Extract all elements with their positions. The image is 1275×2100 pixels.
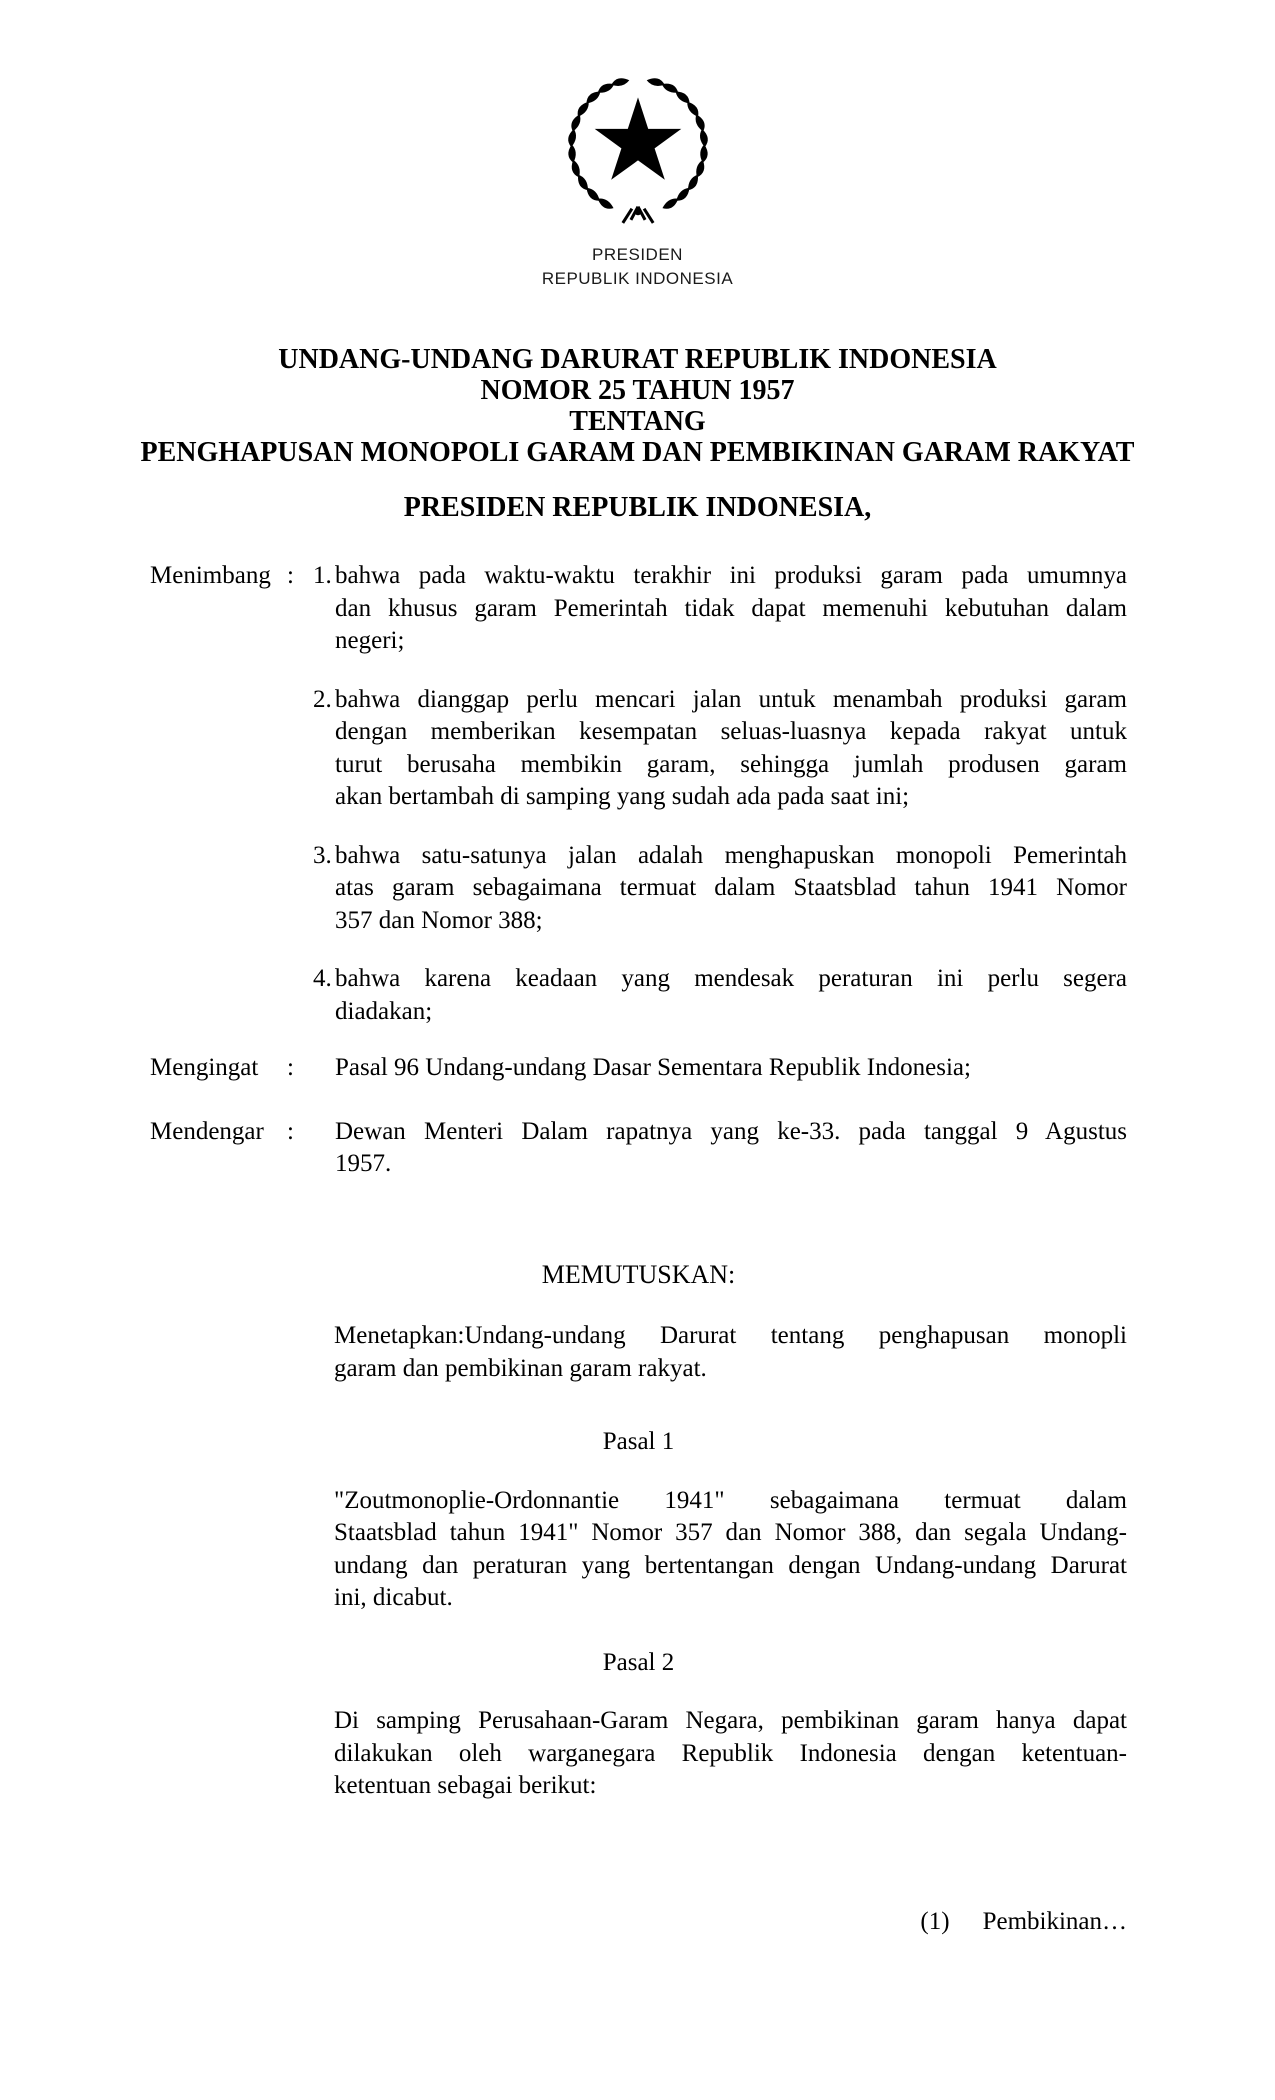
text-line: undang dan peraturan yang bertentangan dengan Undang-undang Darurat	[334, 1551, 1127, 1579]
text-line: 357 dan Nomor 388;	[335, 906, 543, 934]
item-text	[335, 1052, 1127, 1085]
consideration-item	[313, 1116, 1127, 1181]
text-line: NOMOR 25 TAHUN 1957	[480, 375, 795, 406]
article-paragraph	[334, 1485, 1127, 1615]
consideration-label: Menimbang	[150, 562, 271, 589]
consideration-item	[313, 560, 1127, 658]
text-line: bahwa satu-satunya jalan adalah menghapuskan monopoli Pemerintah	[335, 841, 1127, 869]
consideration-label: Mengingat	[150, 1054, 259, 1081]
consideration-row-mendengar	[150, 1116, 1127, 1181]
text-line: dan khusus garam Pemerintah tidak dapat memenuhi kebutuhan dalam	[335, 594, 1127, 622]
text-line: Dewan Menteri Dalam rapatnya yang ke-33. pada tanggal 9 Agustus	[335, 1117, 1127, 1145]
consideration-item	[313, 1052, 1127, 1085]
text-line: Staatsblad tahun 1941" Nomor 357 dan Nomor 388, dan segala Undang-	[334, 1519, 1127, 1546]
text-line: akan bertambah di samping yang sudah ada pada saat ini;	[335, 783, 910, 810]
consideration-content	[313, 1052, 1127, 1085]
text-line: dengan memberikan kesempatan seluas-luasnya kepada rakyat untuk	[335, 718, 1127, 745]
text-line: ketentuan sebagai berikut:	[334, 1772, 597, 1799]
star-wreath-emblem	[552, 60, 724, 232]
enacting-clause	[334, 1320, 1127, 1385]
consideration-colon: :	[287, 562, 294, 589]
text-line: bahwa dianggap perlu mencari jalan untuk menambah produksi garam	[335, 685, 1127, 713]
article	[150, 1426, 1127, 1615]
item-text	[335, 560, 1127, 658]
item-number: 2.	[313, 685, 332, 713]
item-number: 1.	[313, 562, 332, 589]
articles	[150, 1426, 1127, 1803]
consideration-item	[313, 684, 1127, 814]
text-line: garam dan pembikinan garam rakyat.	[334, 1354, 707, 1382]
decision-heading: MEMUTUSKAN:	[541, 1259, 736, 1289]
letterhead	[0, 243, 1275, 291]
text-line: TENTANG	[569, 406, 706, 437]
text-line: bahwa karena keadaan yang mendesak peraturan ini perlu segera	[335, 965, 1127, 992]
text-line: turut berusaha membikin garam, sehingga jumlah produsen garam	[335, 750, 1127, 778]
article-heading: Pasal 2	[602, 1648, 675, 1676]
article	[150, 1647, 1127, 1803]
consideration-content	[313, 1116, 1127, 1181]
text-line: negeri;	[335, 627, 405, 654]
item-number	[313, 1052, 335, 1085]
catchword	[920, 1906, 1127, 1939]
catchword-word: Pembikinan…	[982, 1908, 1127, 1935]
text-line: ini, dicabut.	[334, 1584, 453, 1611]
item-text	[335, 963, 1127, 1028]
article-paragraph	[334, 1705, 1127, 1803]
consideration-item	[313, 963, 1127, 1028]
document-body	[150, 560, 1127, 1803]
wreath-bow	[622, 207, 652, 223]
text-line: diadakan;	[335, 997, 433, 1025]
text-line: 1957.	[335, 1150, 392, 1177]
item-number: 4.	[313, 965, 332, 992]
text-line: Di samping Perusahaan-Garam Negara, pembikinan garam hanya dapat	[334, 1707, 1127, 1734]
item-text	[335, 1116, 1127, 1181]
item-text	[335, 840, 1127, 938]
consideration-row-menimbang	[150, 560, 1127, 1028]
letterhead-republik-indonesia: REPUBLIK INDONESIA	[541, 269, 734, 288]
consideration-item	[313, 840, 1127, 938]
consideration-colon: :	[287, 1117, 294, 1145]
text-line: bahwa pada waktu-waktu terakhir ini produksi garam pada umumnya	[335, 562, 1127, 589]
text-line: Menetapkan:Undang-undang Darurat tentang penghapusan monopli	[334, 1322, 1127, 1349]
consideration-colon: :	[287, 1054, 294, 1081]
consideration-row-mengingat	[150, 1052, 1127, 1085]
opening-phrase: PRESIDEN REPUBLIK INDONESIA,	[403, 492, 872, 523]
consideration-content	[313, 560, 1127, 1028]
item-number: 3.	[313, 841, 332, 869]
text-line: PENGHAPUSAN MONOPOLI GARAM DAN PEMBIKINAN GARAM RAKYAT	[140, 437, 1135, 468]
item-text	[335, 684, 1127, 814]
text-line: dilakukan oleh warganegara Republik Indonesia dengan ketentuan-	[334, 1739, 1127, 1767]
star-icon	[594, 97, 681, 179]
text-line: UNDANG-UNDANG DARURAT REPUBLIK INDONESIA	[278, 344, 997, 375]
consideration-label: Mendengar	[150, 1117, 264, 1145]
considerations	[150, 560, 1127, 1181]
catchword-number: (1)	[920, 1908, 950, 1935]
item-number	[313, 1116, 335, 1181]
text-line: atas garam sebagaimana termuat dalam Staatsblad tahun 1941 Nomor	[335, 874, 1127, 901]
document-title	[0, 344, 1275, 468]
text-line: Pasal 96 Undang-undang Dasar Sementara Republik Indonesia;	[335, 1054, 971, 1081]
article-heading: Pasal 1	[602, 1428, 675, 1455]
letterhead-presiden: PRESIDEN	[592, 245, 683, 264]
text-line: "Zoutmonoplie-Ordonnantie 1941" sebagaimana termuat dalam	[334, 1486, 1127, 1514]
